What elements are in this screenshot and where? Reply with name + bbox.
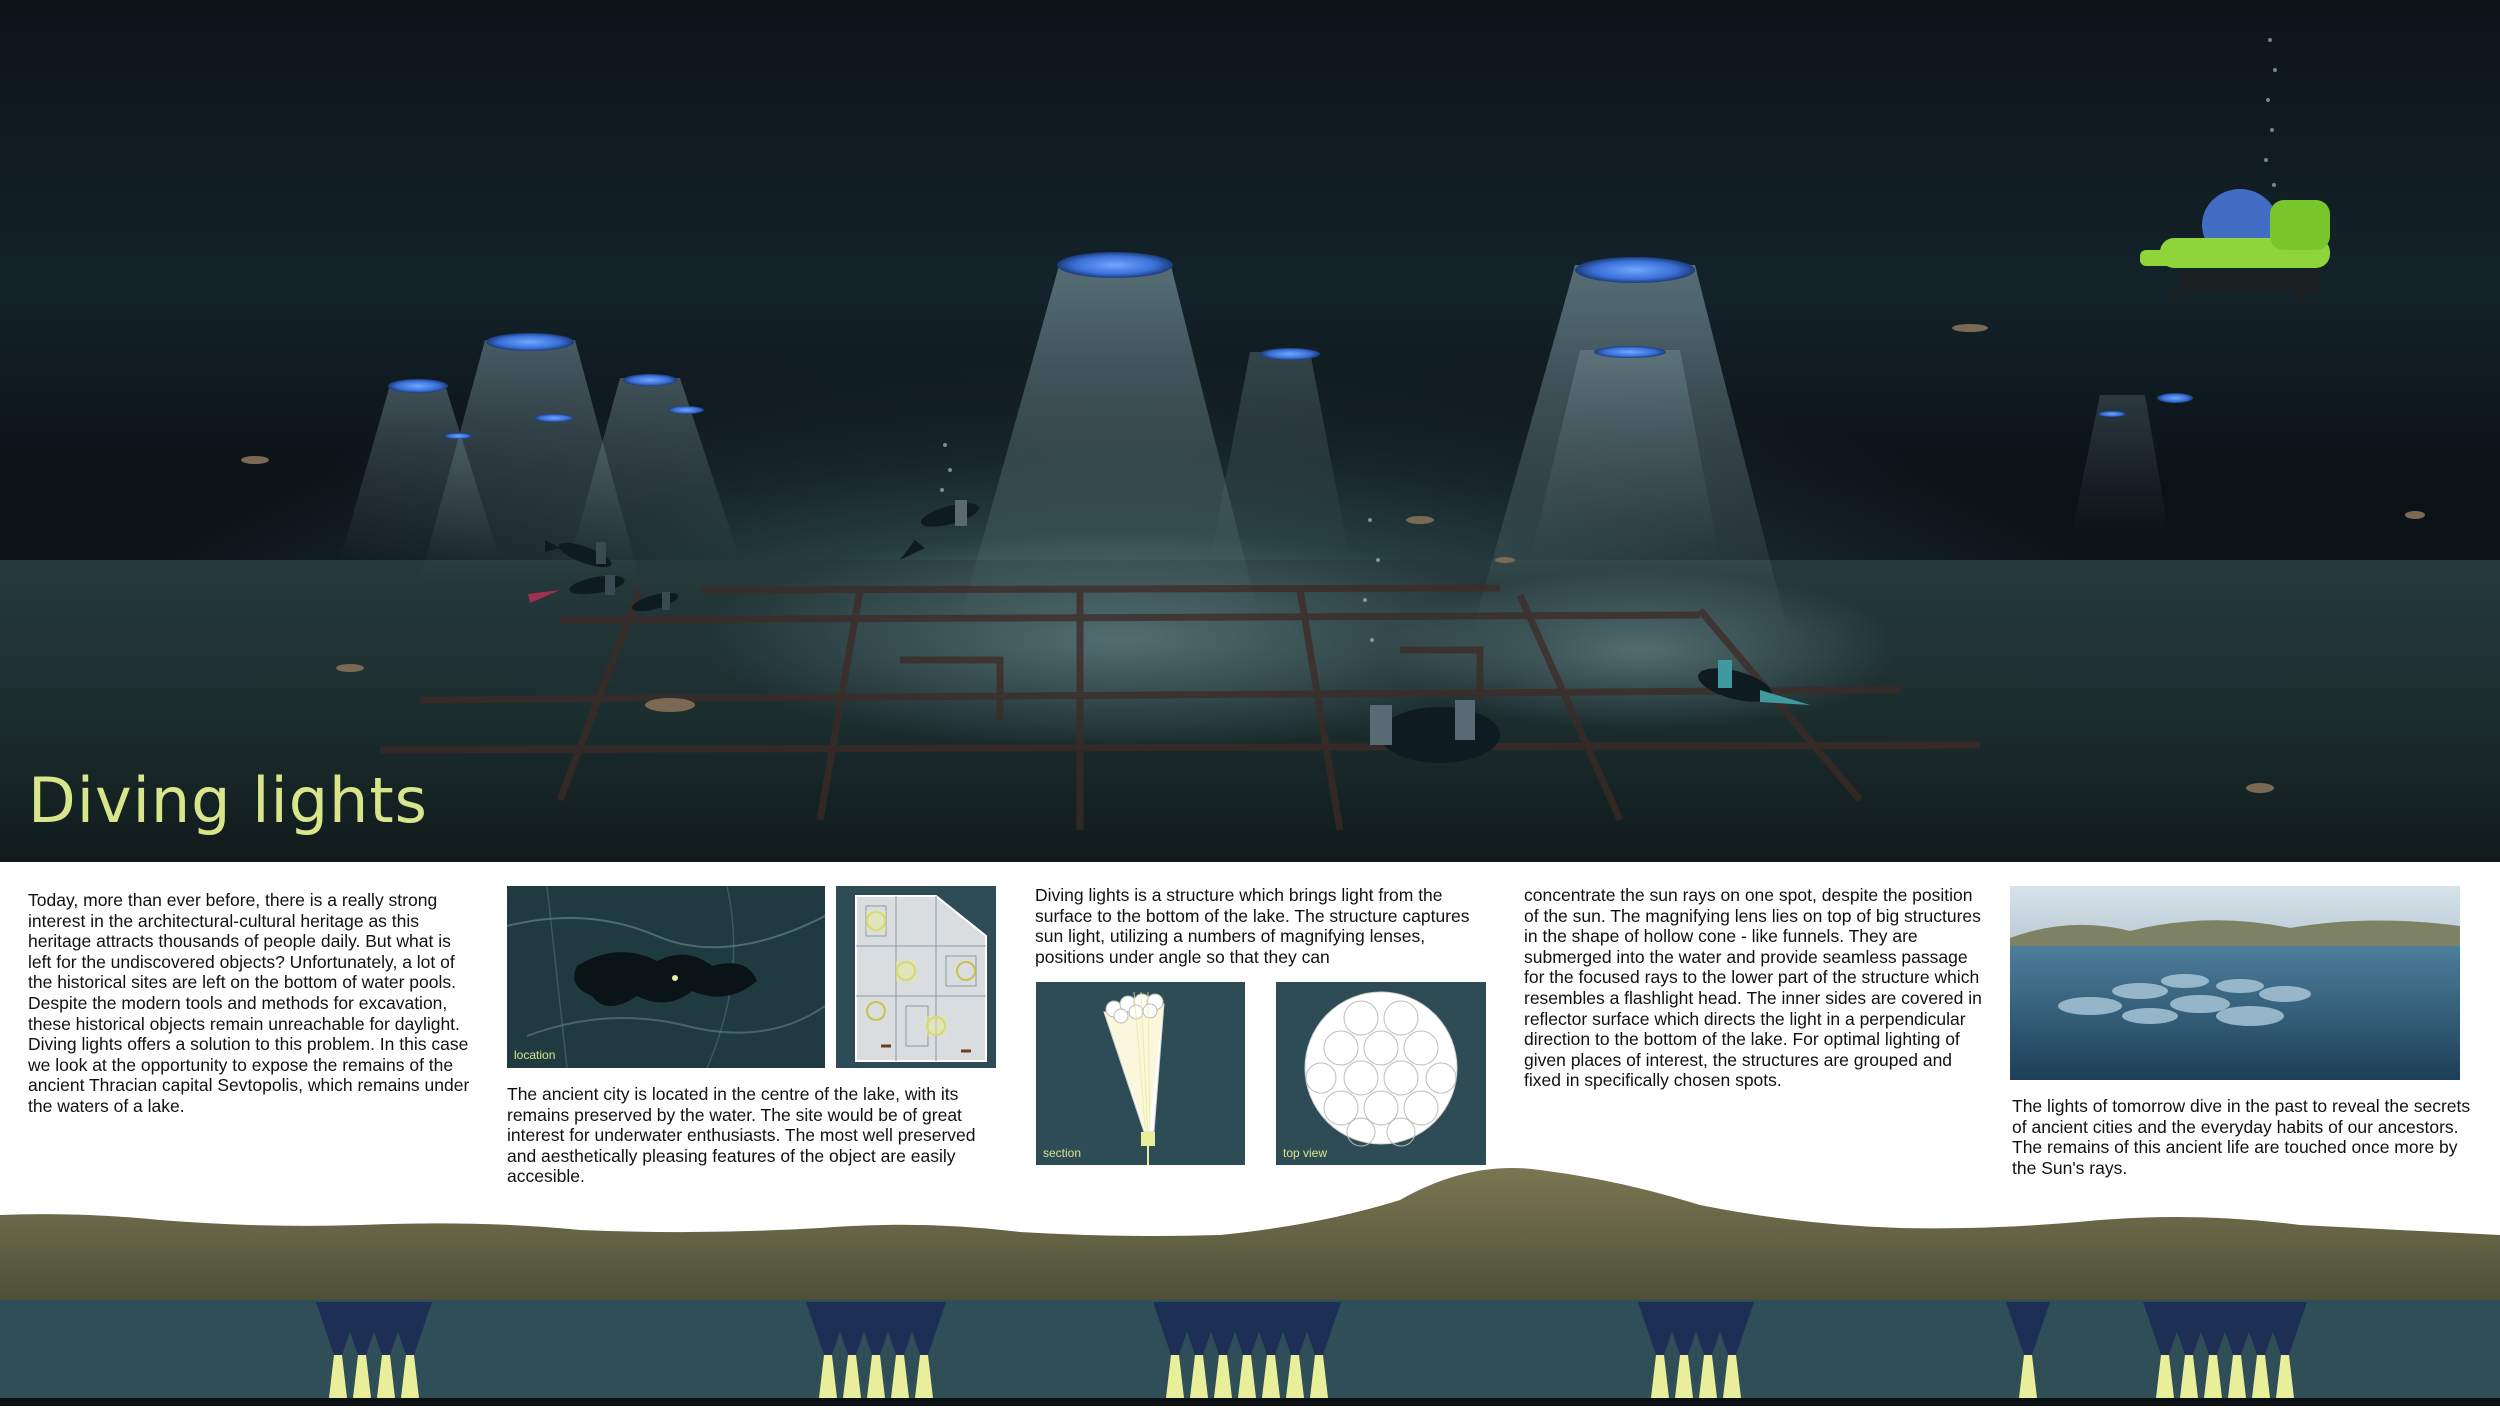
fish-icon <box>1495 557 1515 563</box>
site-marker-icon <box>672 975 678 981</box>
structure-paragraph: Diving lights is a structure which brings light from the surface to the bottom of the lake. The structure captures sun light, utilizing a numbers of magnifying lenses, positions under angle so that they can <box>1035 885 1470 967</box>
intro-paragraph: Today, more than ever before, there is a really strong interest in the architectural-cultural heritage as this heritage attracts thousands of people daily. But what is left for the undiscovered objects? Unfortunately, a lot of the historical sites are left on the bottom of water pools. Despite the modern tools and methods for excavation, these historical objects remain unreachable for daylight. Diving lights offers a solution to this problem. In this case we look at the opportunity to expose the remains of the ancient Thracian capital Sevtopolis, which remains under the waters of a lake. <box>28 890 470 1116</box>
fish-icon <box>2405 511 2425 519</box>
section-drawing <box>1036 982 1245 1165</box>
lake-surface-image <box>2010 886 2460 1080</box>
fish-icon <box>2246 783 2274 793</box>
location-map <box>507 886 825 1068</box>
lake-bed <box>0 1398 2500 1406</box>
fish-icon <box>1952 324 1988 332</box>
fish-icon <box>645 698 695 712</box>
landscape-section <box>0 1140 2500 1406</box>
fish-icon <box>336 664 364 672</box>
mountain-range <box>0 1168 2500 1300</box>
lake-satellite-image <box>507 886 825 1068</box>
fish-icon <box>1406 516 1434 524</box>
submarine-icon <box>2140 189 2330 301</box>
lens-paragraph: concentrate the sun rays on one spot, despite the position of the sun. The magnifying lens lies on top of big structures in the shape of hollow cone - like funnels. They are submerged into the water and provide seamless passage for the focused rays to the lower part of the structure which resembles a flashlight head. The inner sides are covered in reflector surface which directs the light in a perpendicular direction to the bottom of the lake. For optimal lighting of given places of interest, the structures are grouped and fixed in specifically chosen spots. <box>1524 885 1982 1091</box>
location-label: location <box>514 1048 556 1062</box>
location-paragraph: The ancient city is located in the centre of the lake, with its remains preserved by the water. The site would be of great interest for underwater enthusiasts. The most well preserved and aesthetically pleasing features of the object are easily accesible. <box>507 1084 976 1187</box>
closing-paragraph: The lights of tomorrow dive in the past to reveal the secrets of ancient cities and the everyday habits of our ancestors. The remains of this ancient life are touched once more by the Sun's rays. <box>2012 1096 2471 1178</box>
surface-render <box>2010 886 2460 1080</box>
site-plan-drawing <box>836 886 996 1068</box>
site-plan <box>836 886 996 1068</box>
page-title: Diving lights <box>28 764 428 837</box>
section-label: section <box>1043 1146 1082 1160</box>
fish-icon <box>241 456 269 464</box>
lake-section-illustration <box>0 1140 2500 1406</box>
section-diagram <box>1036 982 1245 1165</box>
top-view-label: top view <box>1283 1146 1328 1160</box>
top-view-drawing <box>1276 982 1486 1165</box>
top-view-diagram <box>1276 982 1486 1165</box>
